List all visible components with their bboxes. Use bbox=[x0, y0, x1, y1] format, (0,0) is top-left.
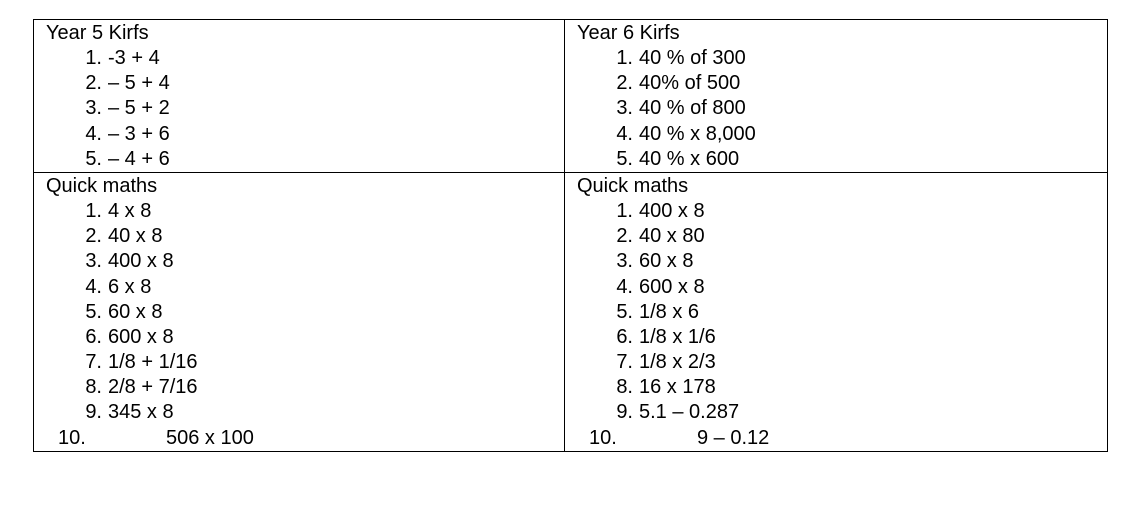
item-number: 9. bbox=[85, 401, 102, 424]
list-item bbox=[46, 426, 564, 451]
year6-quick-maths-title: Quick maths bbox=[577, 174, 689, 197]
year5-kirfs-list bbox=[46, 46, 564, 172]
item-number: 4. bbox=[85, 275, 102, 298]
item-expression: 9 – 0.12 bbox=[697, 426, 770, 449]
list-item bbox=[46, 224, 564, 249]
year6-kirfs-title: Year 6 Kirfs bbox=[577, 22, 680, 44]
item-expression: 1/8 x 6 bbox=[639, 300, 700, 323]
item-number: 5. bbox=[616, 300, 633, 323]
item-number: 2. bbox=[616, 225, 633, 248]
list-item bbox=[577, 96, 1107, 121]
item-expression: 2/8 + 7/16 bbox=[108, 376, 198, 399]
list-item bbox=[577, 350, 1107, 375]
list-item bbox=[46, 249, 564, 274]
item-expression: 5.1 – 0.287 bbox=[639, 401, 740, 424]
item-number: 4. bbox=[616, 275, 633, 298]
year6-quick-maths-cell bbox=[565, 172, 1108, 451]
list-item bbox=[46, 400, 564, 425]
list-item bbox=[577, 122, 1107, 147]
year5-quick-maths-title: Quick maths bbox=[46, 174, 158, 197]
list-item bbox=[577, 249, 1107, 274]
item-number: 10. bbox=[58, 426, 86, 449]
list-item bbox=[46, 46, 564, 71]
year5-quick-maths-cell bbox=[34, 172, 565, 451]
item-expression: – 3 + 6 bbox=[108, 122, 170, 145]
year5-kirfs-cell bbox=[34, 20, 565, 173]
item-expression: 1/8 + 1/16 bbox=[108, 351, 198, 374]
item-expression: 40 % of 800 bbox=[639, 97, 746, 120]
item-expression: 40 % of 300 bbox=[639, 47, 746, 69]
item-expression: 40 x 80 bbox=[639, 225, 705, 248]
item-number: 3. bbox=[85, 250, 102, 273]
list-item bbox=[577, 199, 1107, 224]
list-item bbox=[577, 71, 1107, 96]
item-expression: – 5 + 2 bbox=[108, 97, 170, 120]
kirfs-table bbox=[33, 19, 1108, 452]
item-expression: 600 x 8 bbox=[108, 325, 174, 348]
list-item bbox=[46, 71, 564, 96]
list-item bbox=[46, 375, 564, 400]
list-item bbox=[46, 147, 564, 172]
kirfs-row bbox=[34, 20, 1108, 173]
list-item bbox=[46, 300, 564, 325]
item-number: 3. bbox=[85, 97, 102, 120]
item-number: 5. bbox=[616, 147, 633, 170]
item-expression: 4 x 8 bbox=[108, 199, 152, 222]
list-item bbox=[577, 275, 1107, 300]
item-expression: 1/8 x 1/6 bbox=[639, 325, 716, 348]
item-number: 9. bbox=[616, 401, 633, 424]
list-item bbox=[577, 300, 1107, 325]
item-expression: 506 x 100 bbox=[166, 426, 254, 449]
year6-quick-maths-list bbox=[577, 199, 1107, 451]
item-number: 3. bbox=[616, 250, 633, 273]
item-number: 5. bbox=[85, 300, 102, 323]
item-expression: 6 x 8 bbox=[108, 275, 152, 298]
item-number: 1. bbox=[85, 199, 102, 222]
item-expression: – 5 + 4 bbox=[108, 72, 170, 95]
year6-kirfs-list bbox=[577, 46, 1107, 172]
item-expression: 16 x 178 bbox=[639, 376, 716, 399]
item-expression: 60 x 8 bbox=[108, 300, 163, 323]
year5-kirfs-title: Year 5 Kirfs bbox=[46, 22, 149, 44]
item-expression: 60 x 8 bbox=[639, 250, 694, 273]
item-number: 3. bbox=[616, 97, 633, 120]
item-number: 1. bbox=[616, 199, 633, 222]
item-number: 5. bbox=[85, 147, 102, 170]
item-number: 10. bbox=[589, 426, 617, 449]
list-item bbox=[577, 147, 1107, 172]
list-item bbox=[46, 199, 564, 224]
item-expression: 40 % x 8,000 bbox=[639, 122, 756, 145]
list-item bbox=[46, 96, 564, 121]
item-number: 6. bbox=[616, 325, 633, 348]
list-item bbox=[577, 325, 1107, 350]
item-number: 2. bbox=[85, 72, 102, 95]
item-number: 8. bbox=[616, 376, 633, 399]
item-expression: 600 x 8 bbox=[639, 275, 705, 298]
item-number: 4. bbox=[85, 122, 102, 145]
item-expression: 345 x 8 bbox=[108, 401, 174, 424]
item-number: 2. bbox=[616, 72, 633, 95]
item-number: 6. bbox=[85, 325, 102, 348]
item-number: 2. bbox=[85, 225, 102, 248]
item-number: 4. bbox=[616, 122, 633, 145]
item-number: 7. bbox=[85, 351, 102, 374]
item-number: 1. bbox=[85, 47, 102, 69]
item-number: 8. bbox=[85, 376, 102, 399]
list-item bbox=[46, 350, 564, 375]
item-expression: 400 x 8 bbox=[639, 199, 705, 222]
item-expression: 40 x 8 bbox=[108, 225, 163, 248]
year6-kirfs-cell bbox=[565, 20, 1108, 173]
item-number: 7. bbox=[616, 351, 633, 374]
item-expression: 1/8 x 2/3 bbox=[639, 351, 716, 374]
list-item bbox=[577, 224, 1107, 249]
item-expression: – 4 + 6 bbox=[108, 147, 170, 170]
item-expression: 400 x 8 bbox=[108, 250, 174, 273]
list-item bbox=[46, 325, 564, 350]
item-number: 1. bbox=[616, 47, 633, 69]
item-expression: 40% of 500 bbox=[639, 72, 741, 95]
list-item bbox=[577, 46, 1107, 71]
list-item bbox=[577, 375, 1107, 400]
list-item bbox=[46, 275, 564, 300]
item-expression: 40 % x 600 bbox=[639, 147, 740, 170]
list-item bbox=[46, 122, 564, 147]
list-item bbox=[577, 426, 1107, 451]
year5-quick-maths-list bbox=[46, 199, 564, 451]
quick-maths-row bbox=[34, 172, 1108, 451]
item-expression: -3 + 4 bbox=[108, 47, 160, 69]
list-item bbox=[577, 400, 1107, 425]
